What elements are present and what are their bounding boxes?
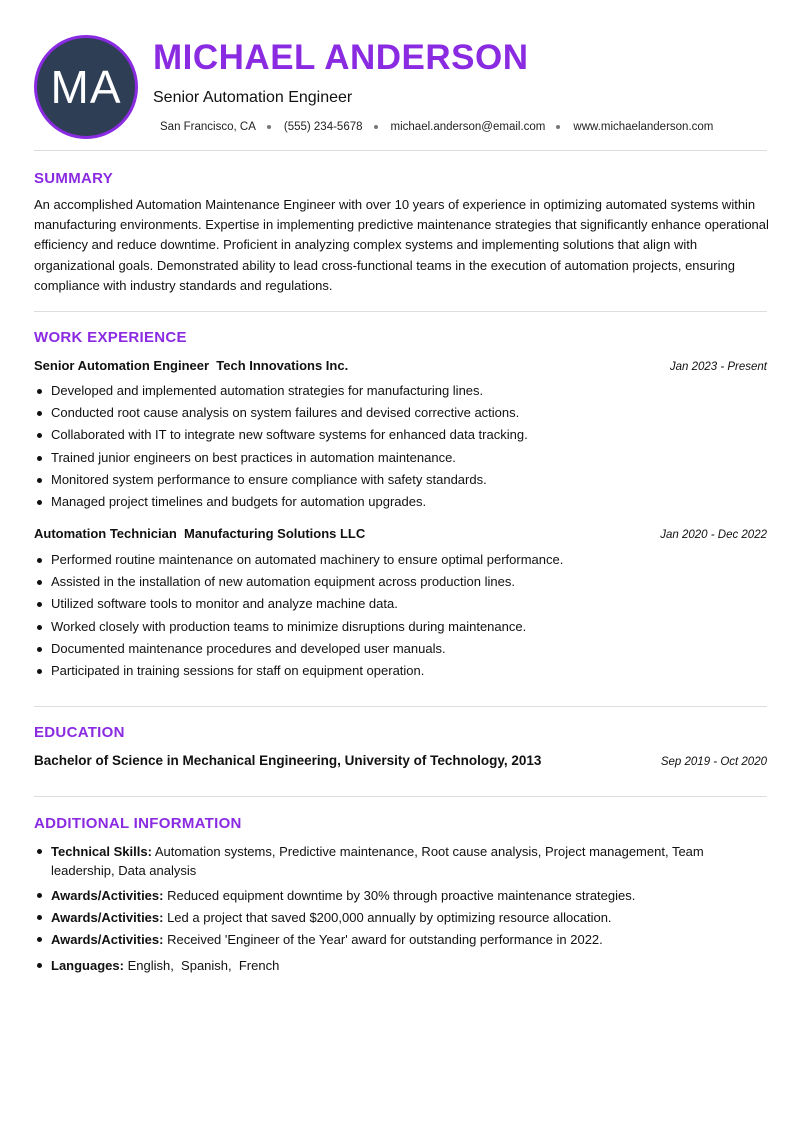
info-text: Automation systems, Predictive maintenance, Root cause analysis, Project management, Team leadership, Data analysis [51, 844, 704, 878]
info-label: Technical Skills: [51, 844, 152, 859]
summary-heading: SUMMARY [34, 170, 114, 187]
separator-dot-icon [267, 125, 271, 129]
summary-text: An accomplished Automation Maintenance Engineer with over 10 years of experience in optimizing automated systems within manufacturing environments. Expertise in implementing predictive maintenance strategies that significantly enhance operational efficiency and reduce downtime. Proficient in analyzing complex systems and implementing solutions that align with organizational goals. Demonstrated ability to lead cross-functional teams in the execution of automation projects, ensuring compliance with industry standards and regulations. [34, 197, 769, 293]
info-label: Languages: [51, 958, 124, 973]
info-label: Awards/Activities: [51, 888, 164, 903]
info-text: English, Spanish, French [123, 958, 280, 973]
separator-dot-icon [556, 125, 560, 129]
separator-dot-icon [374, 125, 378, 129]
list-item [34, 930, 734, 949]
list-item [34, 956, 734, 975]
job-date: Jan 2023 - Present [669, 361, 767, 373]
additional-info-list [34, 842, 734, 975]
info-text: Reduced equipment downtime by 30% through proactive maintenance strategies. [163, 888, 636, 903]
candidate-name: MICHAEL ANDERSON [153, 38, 529, 77]
job-date: Jan 2020 - Dec 2022 [660, 529, 767, 541]
education-date: Sep 2019 - Oct 2020 [660, 756, 767, 768]
list-item: Documented maintenance procedures and developed user manuals. [34, 638, 767, 660]
contact-line [160, 121, 713, 133]
info-text: Led a project that saved $200,000 annually by optimizing resource allocation. [163, 910, 612, 925]
list-item [34, 908, 734, 927]
education-entry [34, 753, 767, 768]
list-item: Managed project timelines and budgets for automation upgrades. [34, 491, 767, 513]
list-item: Utilized software tools to monitor and analyze machine data. [34, 593, 767, 615]
work-experience-heading: WORK EXPERIENCE [34, 329, 187, 346]
list-item: Trained junior engineers on best practices in automation maintenance. [34, 447, 767, 469]
job-bullets [34, 380, 767, 513]
info-label: Awards/Activities: [51, 932, 164, 947]
candidate-role: Senior Automation Engineer [153, 89, 353, 106]
resume-header [0, 0, 800, 150]
website-link[interactable]: www.michaelanderson.com [573, 121, 714, 133]
job-title: Senior Automation Engineer Tech Innovations Inc. [34, 358, 349, 373]
job-header [34, 358, 767, 373]
location-text: San Francisco, CA [160, 121, 256, 133]
list-item: Participated in training sessions for staff on equipment operation. [34, 660, 767, 682]
list-item [34, 842, 734, 880]
job-bullets [34, 549, 767, 682]
phone-text: (555) 234-5678 [283, 121, 363, 133]
divider [34, 796, 767, 797]
additional-info-heading: ADDITIONAL INFORMATION [34, 815, 242, 832]
education-heading: EDUCATION [34, 724, 125, 741]
email-link[interactable]: michael.anderson@email.com [390, 121, 546, 133]
list-item: Monitored system performance to ensure compliance with safety standards. [34, 469, 767, 491]
info-text: Received 'Engineer of the Year' award for outstanding performance in 2022. [163, 932, 603, 947]
job-header [34, 526, 767, 541]
info-label: Awards/Activities: [51, 910, 164, 925]
list-item [34, 886, 734, 905]
list-item: Developed and implemented automation strategies for manufacturing lines. [34, 380, 767, 402]
job-title: Automation Technician Manufacturing Solutions LLC [34, 526, 366, 541]
degree-text: Bachelor of Science in Mechanical Engineering, University of Technology, 2013 [34, 753, 542, 768]
divider [34, 150, 767, 151]
list-item: Collaborated with IT to integrate new software systems for enhanced data tracking. [34, 424, 767, 446]
divider [34, 706, 767, 707]
list-item: Worked closely with production teams to minimize disruptions during maintenance. [34, 616, 767, 638]
list-item: Performed routine maintenance on automated machinery to ensure optimal performance. [34, 549, 767, 571]
list-item: Assisted in the installation of new automation equipment across production lines. [34, 571, 767, 593]
avatar: MA [34, 35, 138, 139]
divider [34, 311, 767, 312]
list-item: Conducted root cause analysis on system failures and devised corrective actions. [34, 402, 767, 424]
